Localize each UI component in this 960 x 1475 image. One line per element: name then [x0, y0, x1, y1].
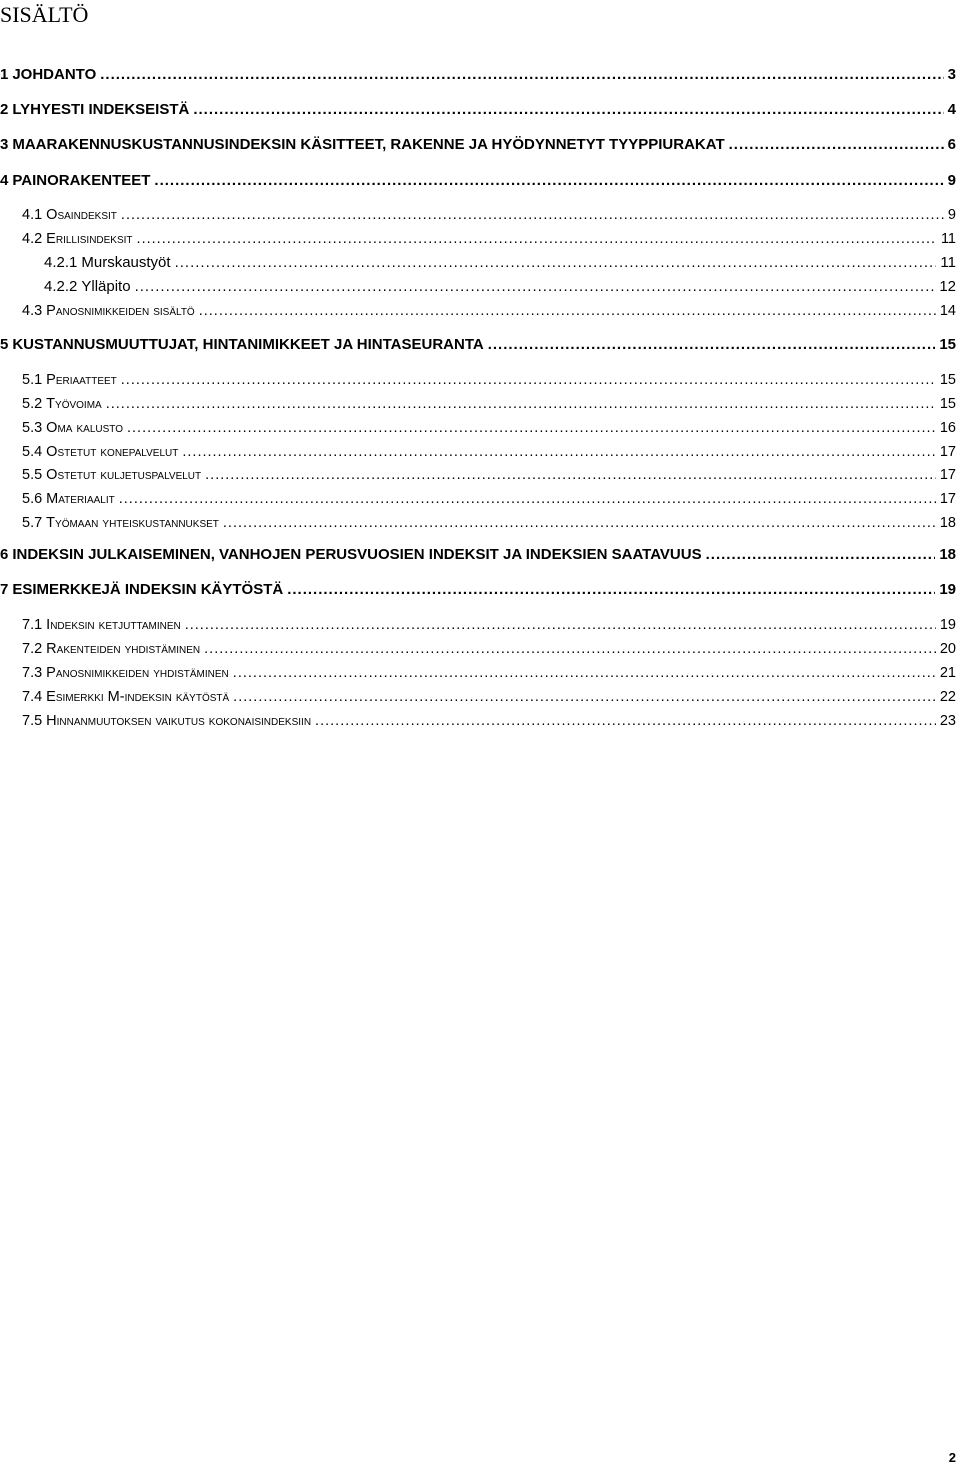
toc-entry[interactable]	[0, 581, 956, 599]
toc-entry[interactable]	[0, 66, 956, 84]
toc-entry[interactable]	[44, 278, 956, 296]
toc-entry-number: 4.3	[22, 303, 43, 319]
toc-entry-label: Ostetut konepalvelut	[46, 444, 179, 460]
toc-leader-dots	[233, 688, 936, 706]
toc-entry-page: 11	[940, 254, 956, 271]
toc-entry-label: Erillisindeksit	[46, 231, 133, 247]
toc-entry-number: 3	[0, 136, 9, 153]
toc-entry-label: Työmaan yhteiskustannukset	[46, 515, 219, 531]
toc-entry-page: 11	[940, 231, 956, 247]
toc-entry-label: Hinnanmuutoksen vaikutus kokonaisindeksiin	[46, 713, 312, 729]
toc-leader-dots	[223, 514, 936, 532]
toc-entry-page: 17	[939, 467, 956, 483]
toc-entry-number: 1	[0, 66, 9, 83]
toc-entry[interactable]	[22, 688, 956, 706]
toc-entry[interactable]	[22, 514, 956, 532]
toc-entry-number: 5.3	[22, 420, 43, 436]
toc-entry-page: 14	[939, 303, 956, 319]
toc-entry-number: 4	[0, 172, 9, 189]
toc-entry-label: PAINORAKENTEET	[12, 172, 151, 189]
toc-entry-label: LYHYESTI INDEKSEISTÄ	[12, 101, 190, 118]
toc-leader-dots	[121, 206, 944, 224]
toc-entry-label: KUSTANNUSMUUTTUJAT, HINTANIMIKKEET JA HINTASEURANTA	[12, 336, 484, 353]
toc-entry-number: 4.2	[22, 231, 43, 247]
toc-entry-page: 23	[939, 713, 956, 729]
toc-entry[interactable]	[0, 172, 956, 190]
toc-entry-number: 4.2.1	[44, 254, 78, 271]
toc-leader-dots	[137, 230, 937, 248]
toc-entry[interactable]	[22, 466, 956, 484]
toc-entry[interactable]	[22, 616, 956, 634]
toc-entry-number: 5.1	[22, 372, 43, 388]
toc-entry-label: Periaatteet	[46, 372, 117, 388]
toc-leader-dots	[135, 278, 936, 296]
toc-entry-page: 18	[939, 515, 956, 531]
toc-entry-page: 22	[939, 689, 956, 705]
toc-entry-label: Osaindeksit	[46, 207, 117, 223]
toc-entry-number: 6	[0, 546, 9, 563]
toc-entry-page: 19	[939, 617, 956, 633]
toc-entry-page: 18	[939, 546, 956, 563]
toc-leader-dots	[204, 640, 936, 658]
toc-leader-dots	[119, 490, 936, 508]
toc-entry-number: 4.2.2	[44, 278, 78, 295]
toc-entry-number: 5.2	[22, 396, 43, 412]
toc-entry-number: 4.1	[22, 207, 43, 223]
toc-entry-number: 5.4	[22, 444, 43, 460]
toc-entry-label: Indeksin ketjuttaminen	[46, 617, 181, 633]
toc-entry[interactable]	[22, 395, 956, 413]
toc-leader-dots	[199, 302, 936, 320]
toc-entry-number: 7.1	[22, 617, 43, 633]
toc-entry-label: Esimerkki M-indeksin käytöstä	[46, 689, 230, 705]
toc-entry-label: Materiaalit	[46, 491, 115, 507]
toc-entry-label: MAARAKENNUSKUSTANNUSINDEKSIN KÄSITTEET, RAKENNE JA HYÖDYNNETYT TYYPPIURAKAT	[12, 136, 725, 153]
toc-entry-page: 12	[939, 278, 956, 295]
toc-entry[interactable]	[22, 371, 956, 389]
toc-entry-label: Oma kalusto	[46, 420, 123, 436]
toc-entry-label: Ylläpito	[81, 278, 131, 295]
toc-entry-page: 6	[947, 136, 956, 153]
toc-entry[interactable]	[0, 101, 956, 119]
toc-entry[interactable]	[22, 206, 956, 224]
toc-entry-page: 9	[947, 172, 956, 189]
toc-entry[interactable]	[22, 712, 956, 730]
toc-entry-number: 7.3	[22, 665, 43, 681]
toc-entry-label: Rakenteiden yhdistäminen	[46, 641, 201, 657]
toc-leader-dots	[488, 336, 936, 354]
toc-leader-dots	[154, 172, 943, 190]
toc-leader-dots	[106, 395, 936, 413]
toc-entry[interactable]	[0, 336, 956, 354]
toc-leader-dots	[315, 712, 936, 730]
toc-entry-label: Panosnimikkeiden sisältö	[46, 303, 195, 319]
toc-leader-dots	[182, 443, 936, 461]
toc-entry-page: 15	[939, 336, 956, 353]
toc-entry[interactable]	[22, 302, 956, 320]
toc-entry-number: 2	[0, 101, 9, 118]
toc-entry-number: 5	[0, 336, 9, 353]
toc-entry-label: INDEKSIN JULKAISEMINEN, VANHOJEN PERUSVUOSIEN INDEKSIT JA INDEKSIEN SAATAVUUS	[12, 546, 702, 563]
toc-entry[interactable]	[0, 136, 956, 154]
toc-leader-dots	[100, 66, 943, 84]
toc-leader-dots	[233, 664, 936, 682]
toc-entry-number: 5.6	[22, 491, 43, 507]
toc-entry[interactable]	[22, 443, 956, 461]
toc-entry[interactable]	[22, 490, 956, 508]
toc-entry-label: ESIMERKKEJÄ INDEKSIN KÄYTÖSTÄ	[12, 581, 284, 598]
toc-leader-dots	[175, 254, 937, 272]
page-number: 2	[948, 1450, 956, 1465]
toc-leader-dots	[205, 466, 936, 484]
toc-leader-dots	[193, 101, 943, 119]
toc-entry-number: 5.7	[22, 515, 43, 531]
toc-entry-number: 7.4	[22, 689, 43, 705]
toc-leader-dots	[729, 136, 944, 154]
toc-entry-page: 3	[947, 66, 956, 83]
toc-entry-page: 20	[939, 641, 956, 657]
toc-entry-page: 15	[939, 372, 956, 388]
toc-leader-dots	[185, 616, 936, 634]
toc-entry-page: 17	[939, 444, 956, 460]
toc-entry[interactable]	[22, 230, 956, 248]
toc-entry-page: 4	[947, 101, 956, 118]
toc-entry-number: 7	[0, 581, 9, 598]
toc-entry-number: 7.2	[22, 641, 43, 657]
toc-entry[interactable]	[22, 664, 956, 682]
toc-entry-page: 15	[939, 396, 956, 412]
toc-entry[interactable]	[44, 254, 956, 272]
page-title: SISÄLTÖ	[0, 2, 89, 27]
toc-entry-page: 19	[939, 581, 956, 598]
toc-entry-page: 17	[939, 491, 956, 507]
toc-entry[interactable]	[0, 546, 956, 564]
toc-entry-label: Panosnimikkeiden yhdistäminen	[46, 665, 229, 681]
toc-entry-label: JOHDANTO	[12, 66, 97, 83]
toc-entry-number: 7.5	[22, 713, 43, 729]
toc-entry-label: Työvoima	[46, 396, 102, 412]
toc-entry-label: Murskaustyöt	[81, 254, 171, 271]
toc-entry-page: 9	[947, 207, 956, 223]
toc-leader-dots	[287, 581, 935, 599]
toc-leader-dots	[706, 546, 936, 564]
toc-entry-page: 16	[939, 420, 956, 436]
toc-entry-label: Ostetut kuljetuspalvelut	[46, 467, 202, 483]
toc-entry-page: 21	[939, 665, 956, 681]
toc-leader-dots	[121, 371, 936, 389]
toc-entry[interactable]	[22, 419, 956, 437]
toc-leader-dots	[127, 419, 936, 437]
toc-entry[interactable]	[22, 640, 956, 658]
toc-entry-number: 5.5	[22, 467, 43, 483]
